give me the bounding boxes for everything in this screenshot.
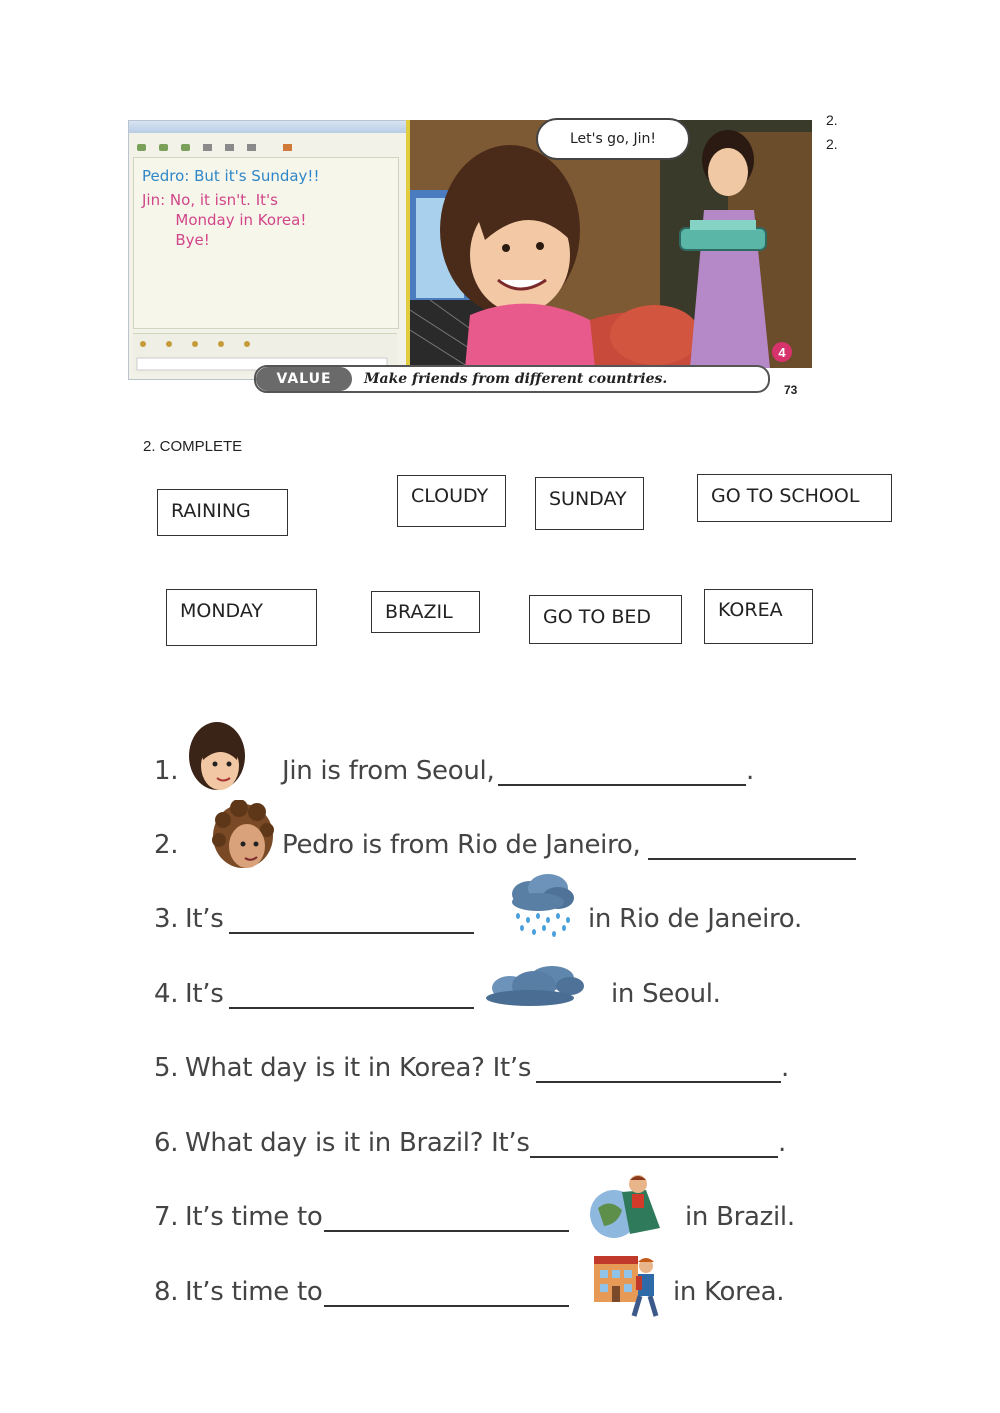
- word-box-monday: MONDAY: [166, 589, 317, 646]
- word-box-sunday: SUNDAY: [535, 477, 644, 530]
- exercise-4-number: 4.: [154, 979, 179, 1009]
- word-box-cloudy: CLOUDY: [397, 475, 506, 527]
- exercise-5-number: 5.: [154, 1053, 179, 1083]
- word-box-korea: KOREA: [704, 589, 813, 644]
- exercise-3-text: It’s: [185, 904, 224, 934]
- exercise-3-number: 3.: [154, 904, 179, 934]
- exercise-2-number: 2.: [154, 830, 179, 860]
- exercise-7-text: It’s time to: [185, 1202, 323, 1232]
- chat-line-jin-2: Monday in Korea!: [142, 211, 307, 229]
- exercise-4-text: It’s: [185, 979, 224, 1009]
- exercise-6-number: 6.: [154, 1128, 179, 1158]
- speech-bubble: Let's go, Jin!: [536, 118, 690, 160]
- chat-line-jin-3: Bye!: [142, 231, 210, 249]
- exercise-1-number: 1.: [154, 756, 179, 786]
- value-banner: [254, 365, 770, 393]
- exercise-1-blank[interactable]: [498, 784, 746, 786]
- exercise-1-text: Jin is from Seoul,: [282, 756, 495, 786]
- value-tag: VALUE: [256, 367, 352, 391]
- value-text: Make friends from different countries.: [364, 371, 668, 387]
- word-box-brazil: BRAZIL: [371, 591, 480, 633]
- exercise-8-blank[interactable]: [324, 1305, 569, 1307]
- exercise-8-end: in Korea.: [673, 1277, 785, 1307]
- side-marker: 2.: [826, 136, 838, 152]
- exercise-2-text: Pedro is from Rio de Janeiro,: [282, 830, 641, 860]
- exercise-5-blank[interactable]: [536, 1081, 781, 1083]
- pedro-face-icon: [211, 800, 275, 876]
- cloudy-icon: [482, 962, 586, 1010]
- exercise-6-blank[interactable]: [530, 1156, 778, 1158]
- exercise-2-blank[interactable]: [648, 858, 856, 860]
- word-box-go-to-bed: GO TO BED: [529, 595, 682, 644]
- exercise-5-text: What day is it in Korea? It’s: [185, 1053, 532, 1083]
- jin-face-icon: [187, 720, 249, 798]
- word-box-go-to-school: GO TO SCHOOL: [697, 474, 892, 522]
- chat-line-jin-1: Jin: No, it isn't. It's: [142, 191, 278, 209]
- exercise-3-end: in Rio de Janeiro.: [588, 904, 802, 934]
- chat-window-titlebar: [129, 121, 407, 133]
- exercise-3-blank[interactable]: [229, 932, 474, 934]
- word-box-raining: RAINING: [157, 489, 288, 536]
- exercise-4-end: in Seoul.: [611, 979, 721, 1009]
- panel-number: 4: [778, 345, 786, 360]
- exercise-7-end: in Brazil.: [685, 1202, 795, 1232]
- section-heading: 2. COMPLETE: [143, 438, 243, 455]
- chat-window: [128, 120, 408, 380]
- side-marker: 2.: [826, 112, 838, 128]
- exercise-6-end: .: [778, 1128, 786, 1158]
- exercise-7-number: 7.: [154, 1202, 179, 1232]
- rain-cloud-icon: [506, 872, 576, 940]
- chat-toolbar-icon: [133, 141, 401, 153]
- page-number: 73: [784, 383, 798, 397]
- go-to-school-icon: [592, 1250, 662, 1324]
- exercise-5-end: .: [781, 1053, 789, 1083]
- chat-messages: [133, 157, 399, 329]
- exercise-1-end: .: [746, 756, 754, 786]
- exercise-8-text: It’s time to: [185, 1277, 323, 1307]
- chat-line-pedro: Pedro: But it's Sunday!!: [142, 167, 320, 185]
- go-to-bed-icon: [588, 1172, 670, 1244]
- exercise-7-blank[interactable]: [324, 1230, 569, 1232]
- exercise-4-blank[interactable]: [229, 1007, 474, 1009]
- exercise-8-number: 8.: [154, 1277, 179, 1307]
- exercise-6-text: What day is it in Brazil? It’s: [185, 1128, 530, 1158]
- comic-panel: [128, 108, 808, 398]
